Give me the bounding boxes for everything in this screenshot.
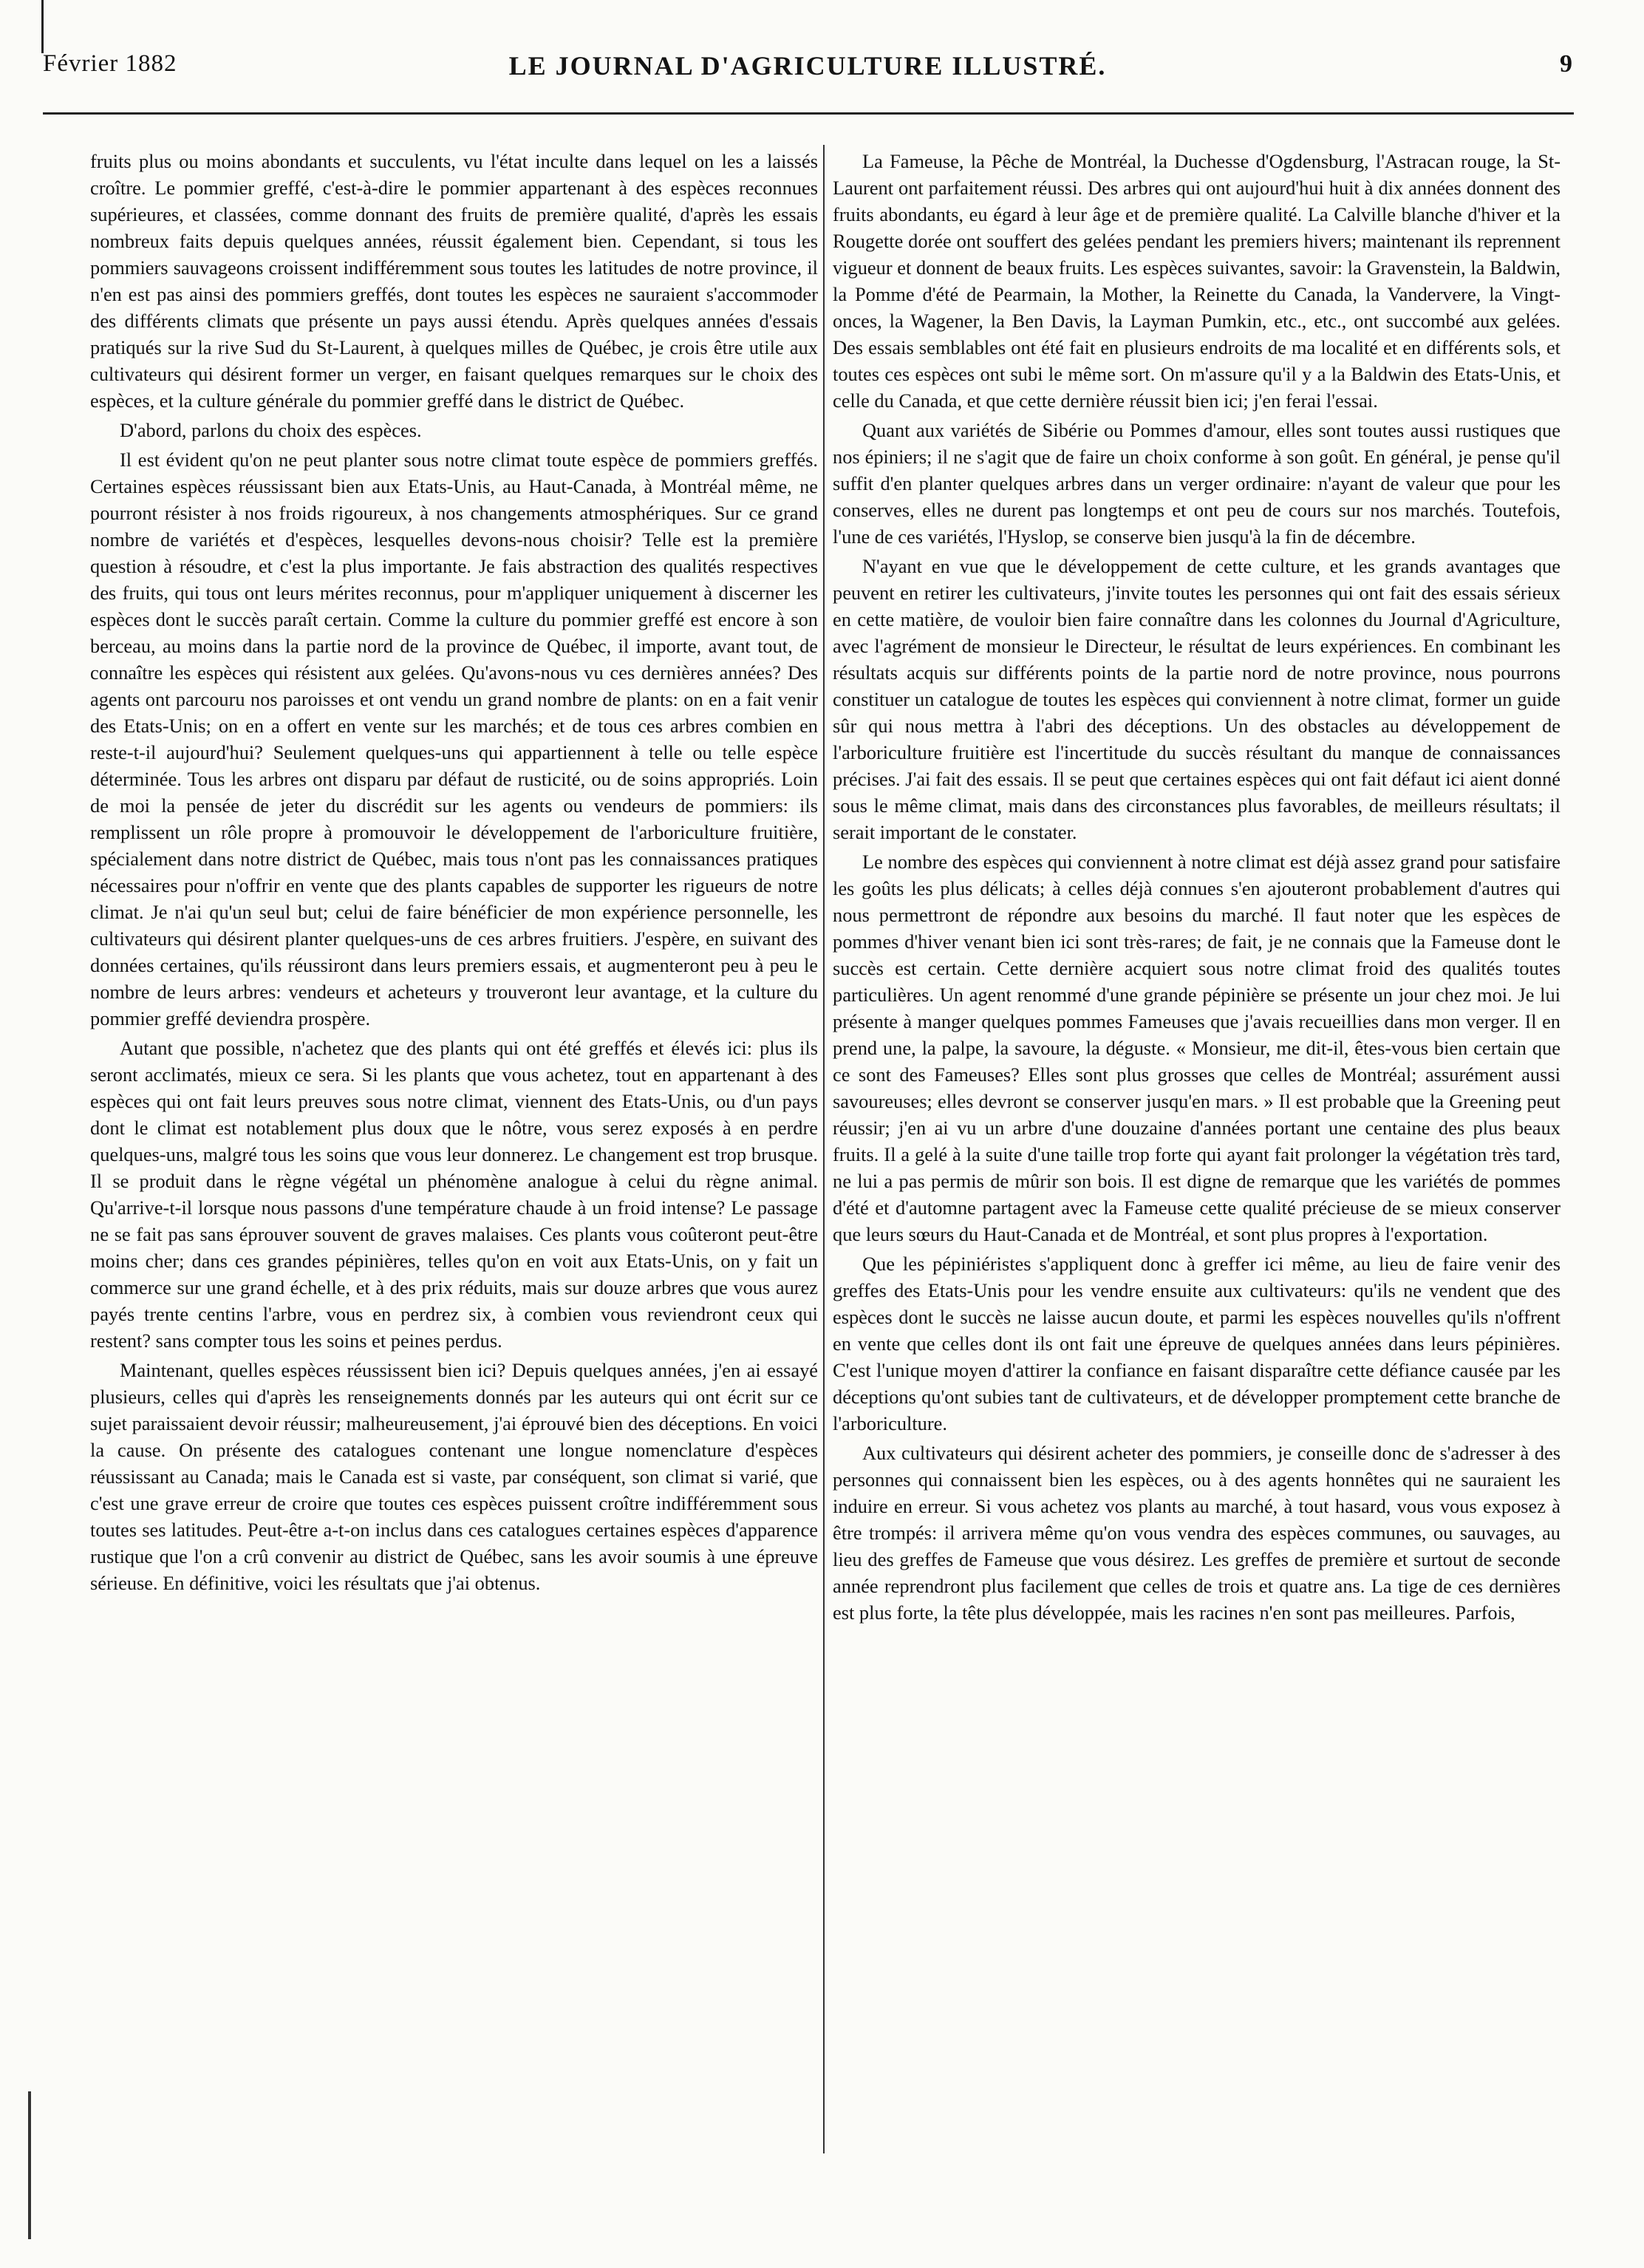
column-divider xyxy=(823,145,825,2153)
paragraph: Le nombre des espèces qui conviennent à notre climat est déjà assez grand pour satisfaire les goûts les plus délicats; à celles déjà connues s'en ajouteront probablement d'autres qui nous permettront de répondre aux besoins du marché. Il faut noter que les espèces de pommes d'hiver venant bien ici sont très-rares; de fait, je ne connais que la Fameuse dont le succès est certain. Cette dernière acquiert sous notre climat froid des qualités toutes particulières. Un agent renommé d'une grande pépinière se présente un jour chez moi. Je lui présente à manger quelques pommes Fameuses que j'avais recueillies dans mon verger. Il en prend une, la palpe, la savoure, la déguste. « Monsieur, me dit-il, êtes-vous bien certain que ce sont des Fameuses? Elles sont plus grosses que celles de Montréal; assurément aussi savoureuses; elles devront se conserver jusqu'en mars. » Il est probable que la Greening peut réussir; j'en ai vu un arbre d'une douzaine d'années portant une centaine des plus beaux fruits. Il a gelé à la suite d'une taille trop forte qui ayant fait prolonger la végétation très tard, ne lui a pas permis de mûrir son bois. Il est digne de remarque que les variétés de pommes d'été et d'automne partagent avec la Fameuse cette qualité précieuse de se mieux conserver que leurs sœurs du Haut-Canada et de Montréal, et sont plus propres à l'exportation. xyxy=(833,851,1561,1245)
paragraph: Autant que possible, n'achetez que des plants qui ont été greffés et élevés ici: plus ils seront acclimatés, mieux ce sera. Si les plants que vous achetez, tout en appartenant à des espèces qui ont fait leurs preuves sous notre climat, viennent des Etats-Unis, ou d'un pays dont le climat est notablement plus doux que le nôtre, vous serez exposés à en perdre quelques-uns, malgré tous les soins que vous leur donnerez. Le changement est trop brusque. Il se produit dans le règne végétal un phénomène analogue à celui du règne animal. Qu'arrive-t-il lorsque nous passons d'une température chaude à un froid intense? Le passage ne se fait pas sans éprouver souvent de graves malaises. Ces plants vous coûteront peut-être moins cher; dans ces grandes pépinières, telles qu'on en voit aux Etats-Unis, on y fait un commerce sur une grand échelle, et à des prix réduits, mais sur douze arbres que vous aurez payés trente centins l'arbre, vous en perdrez six, à combien vous reviendront ceux qui restent? sans compter tous les soins et peines perdus. xyxy=(90,1037,818,1352)
paragraph: fruits plus ou moins abondants et succulents, vu l'état inculte dans lequel on les a laissés croître. Le pommier greffé, c'est-à-dire le pommier appartenant à des espèces reconnues supérieures, et classées, comme donnant des fruits de première qualité, d'après les essais nombreux faits depuis quelques années, réussit également bien. Cependant, si tous les pommiers sauvageons croissent indifféremment sous toutes les latitudes de notre province, il n'en est pas ainsi des pommiers greffés, dont toutes les espèces ne sauraient s'accommoder des différents climats que présente un pays aussi étendu. Après quelques années d'essais pratiqués sur la rive Sud du St-Laurent, à quelques milles de Québec, je crois être utile aux cultivateurs qui désirent former un verger, en faisant quelques remarques sur le choix des espèces, et la culture générale du pommier greffé dans le district de Québec. xyxy=(90,150,818,412)
left-column xyxy=(90,148,818,2143)
header-rule xyxy=(43,112,1574,115)
paragraph: Aux cultivateurs qui désirent acheter des pommiers, je conseille donc de s'adresser à des personnes qui connaissent bien les espèces, ou à des agents honnêtes qui ne sauraient les induire en erreur. Si vous achetez vos plants au marché, à tout hasard, vous vous exposez à être trompés: il arrivera même qu'on vous vendra des espèces communes, ou sauvages, au lieu des greffes de Fameuse que vous désirez. Les greffes de première et surtout de seconde année reprendront plus facilement que celles de trois et quatre ans. La tige de ces dernières est plus forte, la tête plus développée, mais les racines n'en sont pas meilleures. Parfois, xyxy=(833,1442,1561,1624)
paragraph: Que les pépiniéristes s'appliquent donc à greffer ici même, au lieu de faire venir des greffes des Etats-Unis pour les vendre ensuite aux cultivateurs: qu'ils ne vendent que des espèces dont le succès ne laisse aucun doute, et parmi les espèces nouvelles qu'ils n'offrent en vente que celles dont ils ont fait une épreuve de quelques années dans leurs pépinières. C'est l'unique moyen d'attirer la confiance en faisant disparaître cette défiance causée par les déceptions qu'ont subies tant de cultivateurs, et de développer promptement cette branche de l'arboriculture. xyxy=(833,1253,1561,1434)
paragraph: Il est évident qu'on ne peut planter sous notre climat toute espèce de pommiers greffés. Certaines espèces réussissant bien aux Etats-Unis, au Haut-Canada, à Montréal même, ne pourront résister à nos froids rigoureux, à nos changements atmosphériques. Sur ce grand nombre de variétés et d'espèces, lesquelles devons-nous choisir? Telle est la première question à résoudre, et c'est la plus importante. Je fais abstraction des qualités respectives des fruits, qui tous ont leurs mérites reconnus, pour m'appliquer uniquement à discerner les espèces dont le succès paraît certain. Comme la culture du pommier greffé est encore à son berceau, au moins dans la partie nord de la province de Québec, il importe, avant tout, de connaître les espèces qui résistent aux gelées. Qu'avons-nous vu ces dernières années? Des agents ont parcouru nos paroisses et ont vendu un grand nombre de plants: on en a fait venir des Etats-Unis; on en a offert en vente sur les marchés; et de tous ces arbres combien en reste-t-il aujourd'hui? Seulement quelques-uns qui appartiennent à telle ou telle espèce déterminée. Tous les arbres ont disparu par défaut de rusticité, ou de soins appropriés. Loin de moi la pensée de jeter du discrédit sur les agents ou vendeurs de pommiers: ils remplissent un rôle propre à promouvoir le développement de l'arboriculture fruitière, spécialement dans notre district de Québec, mais tous n'ont pas les connaissances pratiques nécessaires pour n'offrir en vente que des plants capables de supporter les rigueurs de notre climat. Je n'ai qu'un seul but; celui de faire bénéficier de mon expérience personnelle, les cultivateurs qui désirent planter quelques-uns de ces arbres fruitiers. J'espère, en suivant des données certaines, qu'ils réussiront dans leurs premiers essais, et augmenteront peu à peu le nombre de leurs arbres: vendeurs et acheteurs y trouveront leur avantage, et la culture du pommier greffé deviendra prospère. xyxy=(90,449,818,1029)
paragraph: Maintenant, quelles espèces réussissent bien ici? Depuis quelques années, j'en ai essayé plusieurs, celles qui d'après les renseignements donnés par les auteurs qui ont écrit sur ce sujet paraissaient devoir réussir; malheureusement, j'ai éprouvé bien des déceptions. En voici la cause. On présente des catalogues contenant une longue nomenclature d'espèces réussissant au Canada; mais le Canada est si vaste, par conséquent, son climat si varié, que c'est une grave erreur de croire que toutes ces espèces puissent croître indifféremment sous toutes ses latitudes. Peut-être a-t-on inclus dans ces catalogues certaines espèces d'apparence rustique que l'on a crû convenir au district de Québec, sans les avoir soumis à une épreuve sérieuse. En définitive, voici les résultats que j'ai obtenus. xyxy=(90,1359,818,1594)
binding-edge-mark xyxy=(28,2091,31,2239)
paragraph: Quant aux variétés de Sibérie ou Pommes d'amour, elles sont toutes aussi rustiques que nos épiniers; il ne s'agit que de faire un choix conforme à son goût. En général, je pense qu'il suffit d'en planter quelques arbres dans un verger ordinaire: n'ayant de valeur que pour les conserves, elles ne durent pas longtemps et ont peu de cours sur nos marchés. Toutefois, l'une de ces variétés, l'Hyslop, se conserve bien jusqu'à la fin de décembre. xyxy=(833,419,1561,548)
paragraph: N'ayant en vue que le développement de cette culture, et les grands avantages que peuvent en retirer les cultivateurs, j'invite toutes les personnes qui ont fait des essais sérieux en cette matière, de vouloir bien faire connaître dans les colonnes du Journal d'Agriculture, avec l'agrément de monsieur le Directeur, le résultat de leurs expériences. En combinant les résultats acquis sur différents points de la partie nord de notre province, nous pourrons constituer un catalogue de toutes les espèces qui conviennent à notre climat, former un guide sûr qui nous mettra à l'abri des déceptions. Un des obstacles au développement de l'arboriculture fruitière est l'incertitude du succès résultant du manque de connaissances précises. J'ai fait des essais. Il se peut que certaines espèces qui ont fait défaut ici aient donné sous le même climat, mais dans des circonstances plus favorables, de meilleurs résultats; il serait important de le constater. xyxy=(833,555,1561,843)
paragraph: La Fameuse, la Pêche de Montréal, la Duchesse d'Ogdensburg, l'Astracan rouge, la St-Laurent ont parfaitement réussi. Des arbres qui ont aujourd'hui huit à dix années donnent des fruits abondants, eu égard à leur âge et de première qualité. La Calville blanche d'hiver et la Rougette dorée ont souffert des gelées pendant les premiers hivers; maintenant ils reprennent vigueur et donnent de beaux fruits. Les espèces suivantes, savoir: la Gravenstein, la Baldwin, la Pomme d'été de Pearmain, la Mother, la Reinette du Canada, la Vandervere, la Vingt-onces, la Wagener, la Ben Davis, la Layman Pumkin, etc., etc., ont succombé aux gelées. Des essais semblables ont été fait en plusieurs endroits de ma localité et en différents sols, et toutes ces espèces ont subi le même sort. On m'assure qu'il y a la Baldwin des Etats-Unis, et celle du Canada, et que cette dernière réussit bien ici; j'en ferai l'essai. xyxy=(833,150,1561,412)
corner-mark xyxy=(41,0,44,53)
page-header xyxy=(43,50,1572,95)
right-column xyxy=(833,148,1561,2143)
journal-title: LE JOURNAL D'AGRICULTURE ILLUSTRÉ. xyxy=(508,51,1107,81)
page-number: 9 xyxy=(1560,50,1572,78)
header-date: Février 1882 xyxy=(43,50,177,77)
paragraph: D'abord, parlons du choix des espèces. xyxy=(120,419,422,441)
